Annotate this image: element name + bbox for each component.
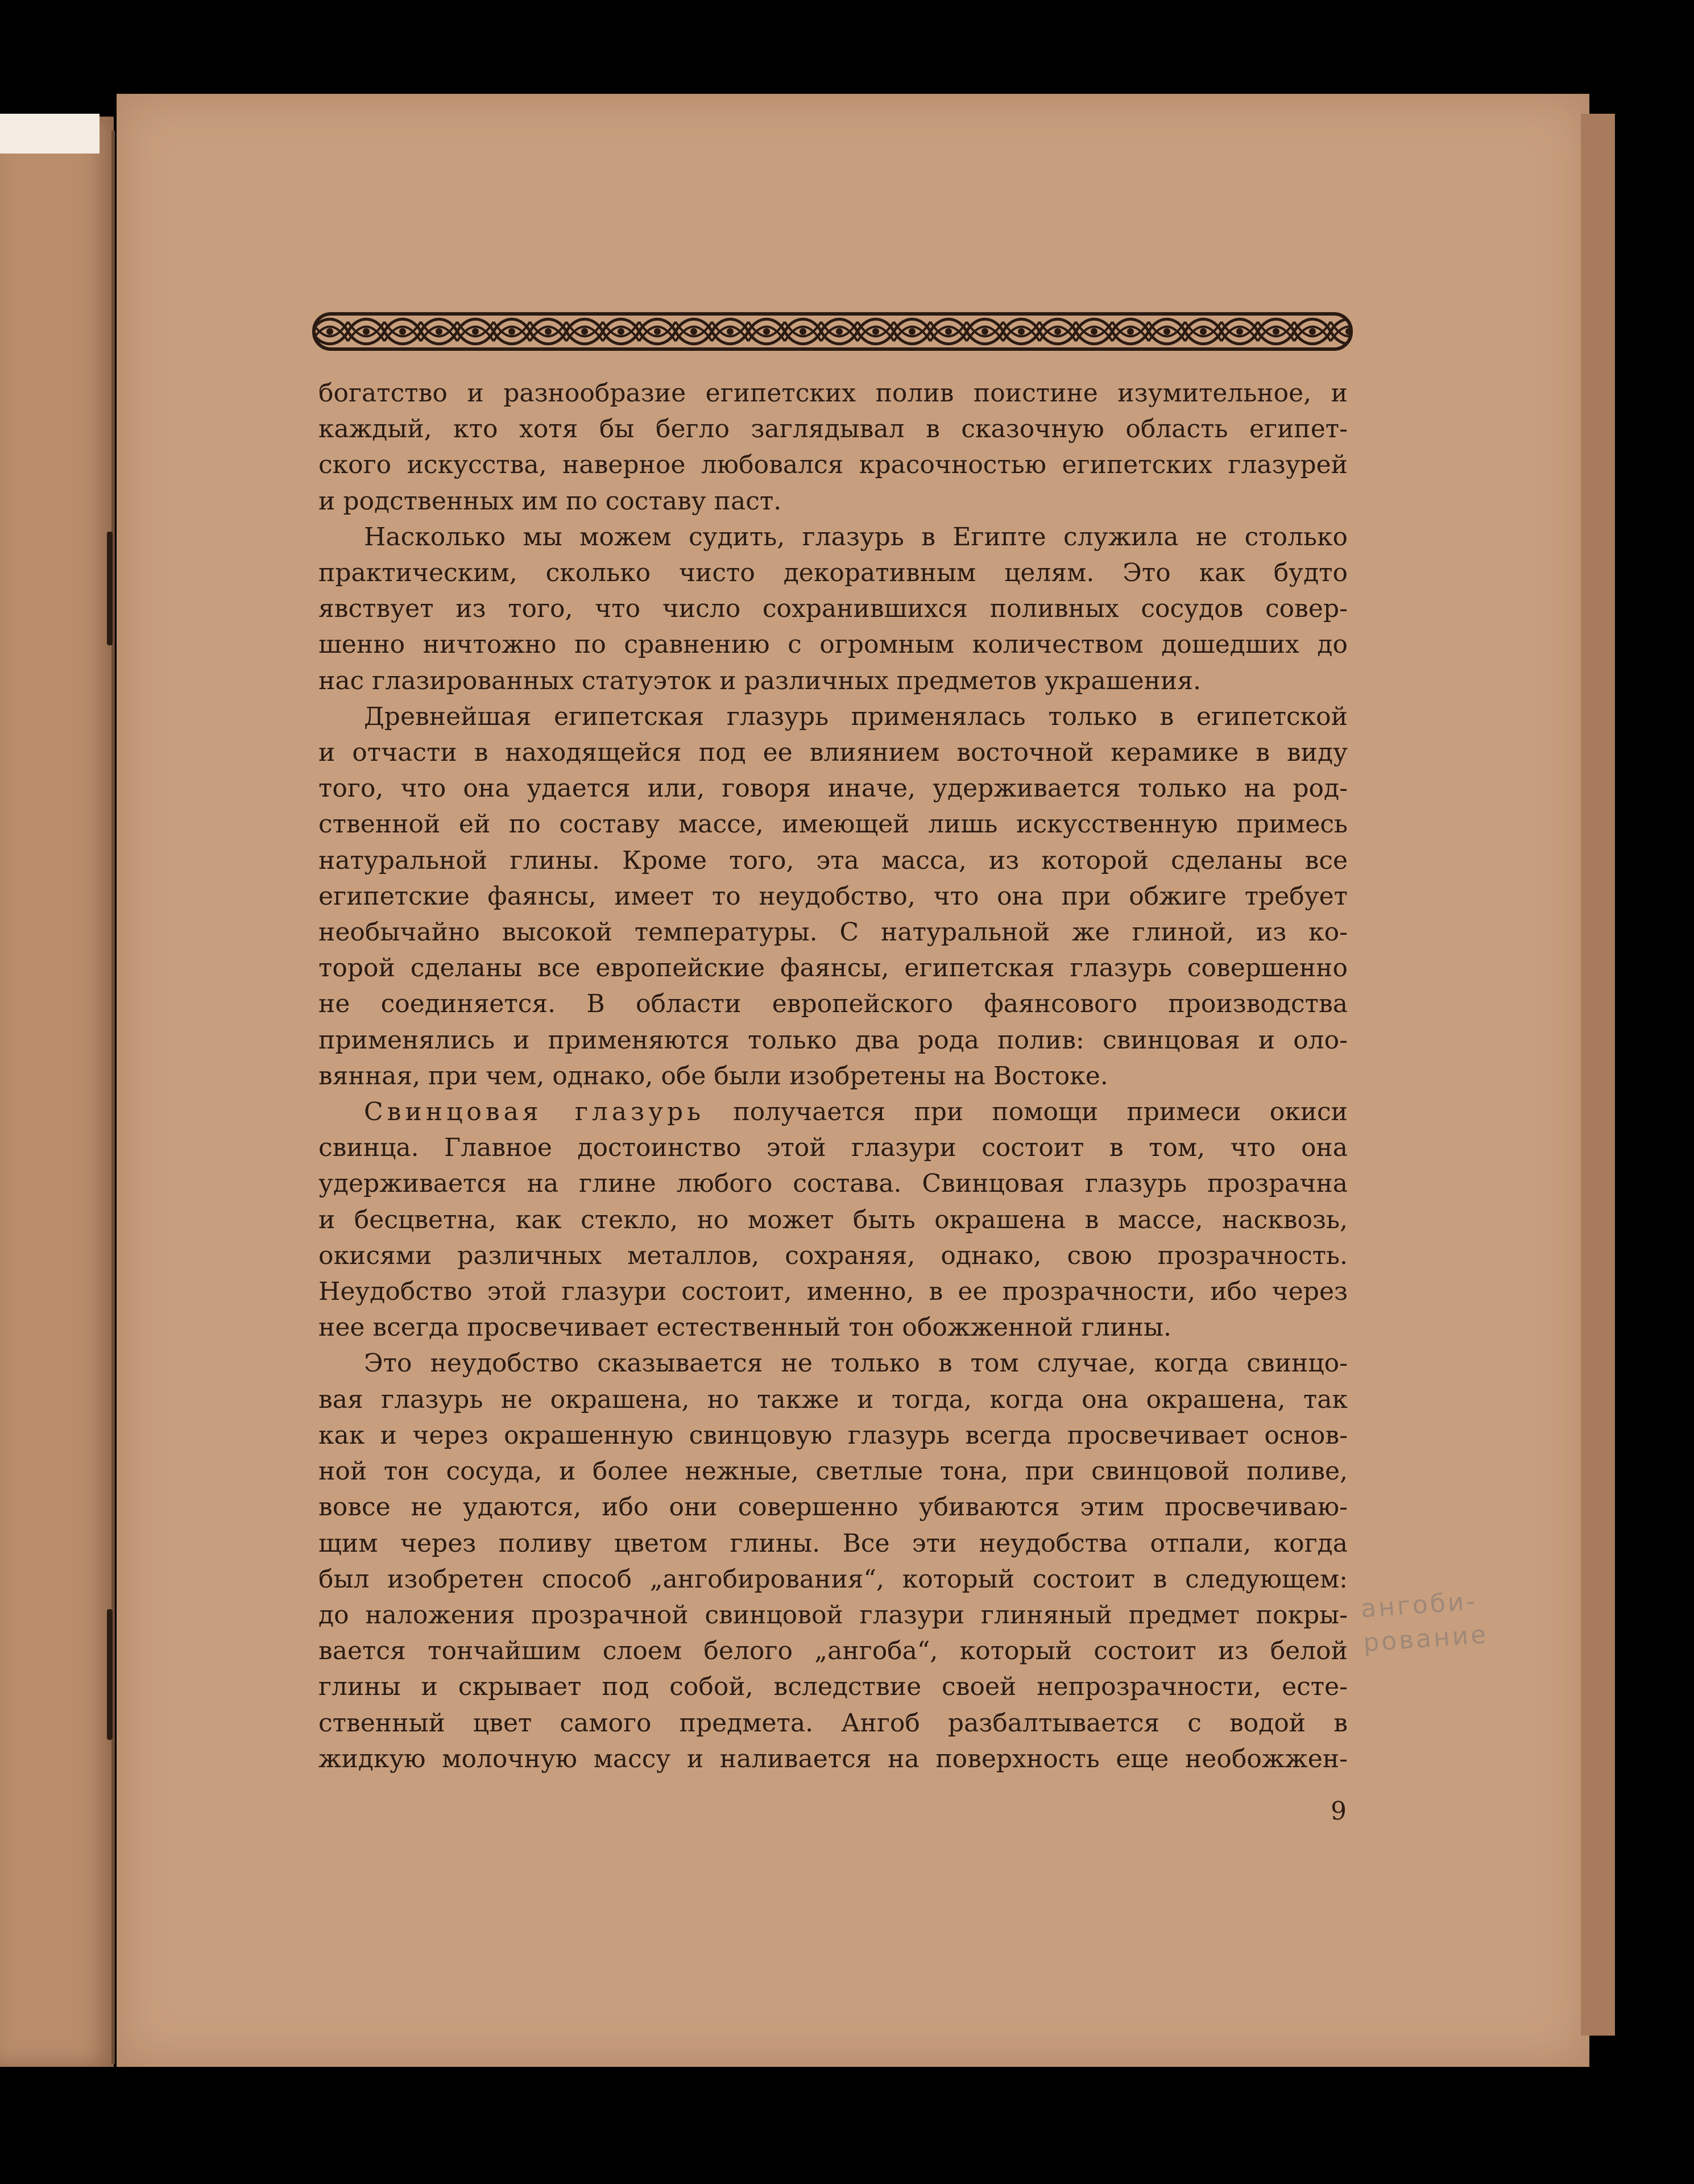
- handwritten-margin-note: [1360, 1581, 1535, 1661]
- paragraph-2: [318, 519, 1348, 699]
- text-line: как и через окрашенную свинцовую глазурь всегда просвечивает основ-: [318, 1420, 1348, 1450]
- text-line: вается тончайшим слоем белого „ангоба“, который состоит из белой: [318, 1636, 1348, 1666]
- paragraph-1: [318, 375, 1348, 519]
- text-line: был изобретен способ „ангобирования“, который состоит в следующем:: [318, 1564, 1348, 1594]
- text-line: торой сделаны все европейские фаянсы, египетская глазурь совершенно: [318, 954, 1348, 983]
- text-line: явствует из того, что число сохранившихся поливных сосудов совер-: [318, 594, 1348, 624]
- page-right-edge: [1581, 114, 1615, 2036]
- paragraph-3: [318, 699, 1348, 1094]
- text-line: Насколько мы можем судить, глазурь в Египте служила не столько: [364, 522, 1348, 552]
- text-line: нее всегда просвечивает естественный тон обожженной глины.: [318, 1313, 1171, 1342]
- body-text: [318, 375, 1348, 1777]
- text-line: Неудобство этой глазури состоит, именно, в ее прозрачности, ибо через: [318, 1277, 1348, 1307]
- text-line: применялись и применяются только два рода полив: свинцовая и оло-: [318, 1025, 1348, 1055]
- text-line: и бесцветна, как стекло, но может быть окрашена в массе, насквозь,: [318, 1205, 1348, 1234]
- text-line: глины и скрывает под собой, вследствие своей непрозрачности, есте-: [318, 1672, 1348, 1702]
- text-line: того, что она удается или, говоря иначе, удерживается только на род-: [318, 774, 1348, 803]
- text-line: и отчасти в находящейся под ее влиянием восточной керамике в виду: [318, 738, 1348, 768]
- text-line: нас глазированных статуэток и различных предметов украшения.: [318, 666, 1202, 695]
- text-line: не соединяется. В области европейского фаянсового производства: [318, 989, 1348, 1019]
- text-line: до наложения прозрачной свинцовой глазури глиняный предмет покры-: [318, 1600, 1348, 1630]
- margin-note-line: ангоби-: [1360, 1586, 1478, 1624]
- book-gutter: [111, 131, 115, 2064]
- text-line: свинца. Главное достоинство этой глазури состоит в том, что она: [318, 1133, 1348, 1163]
- paper-strip: [0, 114, 100, 154]
- text-line: необычайно высокой температуры. С натуральной же глиной, из ко-: [318, 918, 1348, 947]
- binding-stitch-top: [107, 532, 113, 645]
- text-line: практическим, сколько чисто декоративным целям. Это как будто: [318, 558, 1348, 588]
- text-line: окисями различных металлов, сохраняя, однако, свою прозрачность.: [318, 1241, 1348, 1270]
- text-line: шенно ничтожно по сравнению с огромным количеством дошедших до: [318, 630, 1348, 660]
- text-line: ственный цвет самого предмета. Ангоб разбалтывается с водой в: [318, 1708, 1348, 1738]
- text-line: ной тон сосуда, и более нежные, светлые тона, при свинцовой поливе,: [318, 1457, 1348, 1486]
- binding-stitch-bottom: [107, 1609, 113, 1740]
- left-page-edge: [0, 117, 114, 2067]
- text-line: удерживается на глине любого состава. Свинцовая глазурь прозрачна: [318, 1169, 1348, 1199]
- text-line: вянная, при чем, однако, обе были изобретены на Востоке.: [318, 1061, 1108, 1091]
- paragraph-4: [318, 1094, 1348, 1345]
- text-line: египетские фаянсы, имеет то неудобство, что она при обжиге требует: [318, 881, 1348, 911]
- lead-glaze-term: Свинцовая глазурь: [364, 1097, 705, 1127]
- ornamental-header-band: [312, 312, 1353, 351]
- text-line: натуральной глины. Кроме того, эта масса, из которой сделаны все: [318, 846, 1348, 875]
- text-line: ственной ей по составу массе, имеющей лишь искусственную примесь: [318, 810, 1348, 839]
- text-line: [318, 1094, 1348, 1130]
- text-line: и родственных им по составу паст.: [318, 486, 782, 516]
- text-line: каждый, кто хотя бы бегло заглядывал в сказочную область египет-: [318, 415, 1348, 444]
- text-line: жидкую молочную массу и наливается на поверхность еще необожжен-: [318, 1744, 1348, 1773]
- text-line: богатство и разнообразие египетских полив поистине изумительное, и: [318, 379, 1348, 408]
- text-line: ского искусства, наверное любовался красочностью египетских глазурей: [318, 450, 1348, 480]
- margin-note-line: рование: [1362, 1620, 1489, 1658]
- page-number: 9: [1331, 1797, 1347, 1826]
- text-line: вовсе не удаются, ибо они совершенно убиваются этим просвечиваю-: [318, 1493, 1348, 1522]
- text-line-rest: получается при помощи примеси окиси: [705, 1097, 1348, 1127]
- text-line: вая глазурь не окрашена, но также и тогда, когда она окрашена, так: [318, 1385, 1348, 1414]
- text-line: Древнейшая египетская глазурь применялась только в египетской: [364, 702, 1348, 731]
- paragraph-5: [318, 1345, 1348, 1776]
- text-line: щим через поливу цветом глины. Все эти неудобства отпали, когда: [318, 1528, 1348, 1558]
- text-line: Это неудобство сказывается не только в том случае, когда свинцо-: [364, 1349, 1348, 1378]
